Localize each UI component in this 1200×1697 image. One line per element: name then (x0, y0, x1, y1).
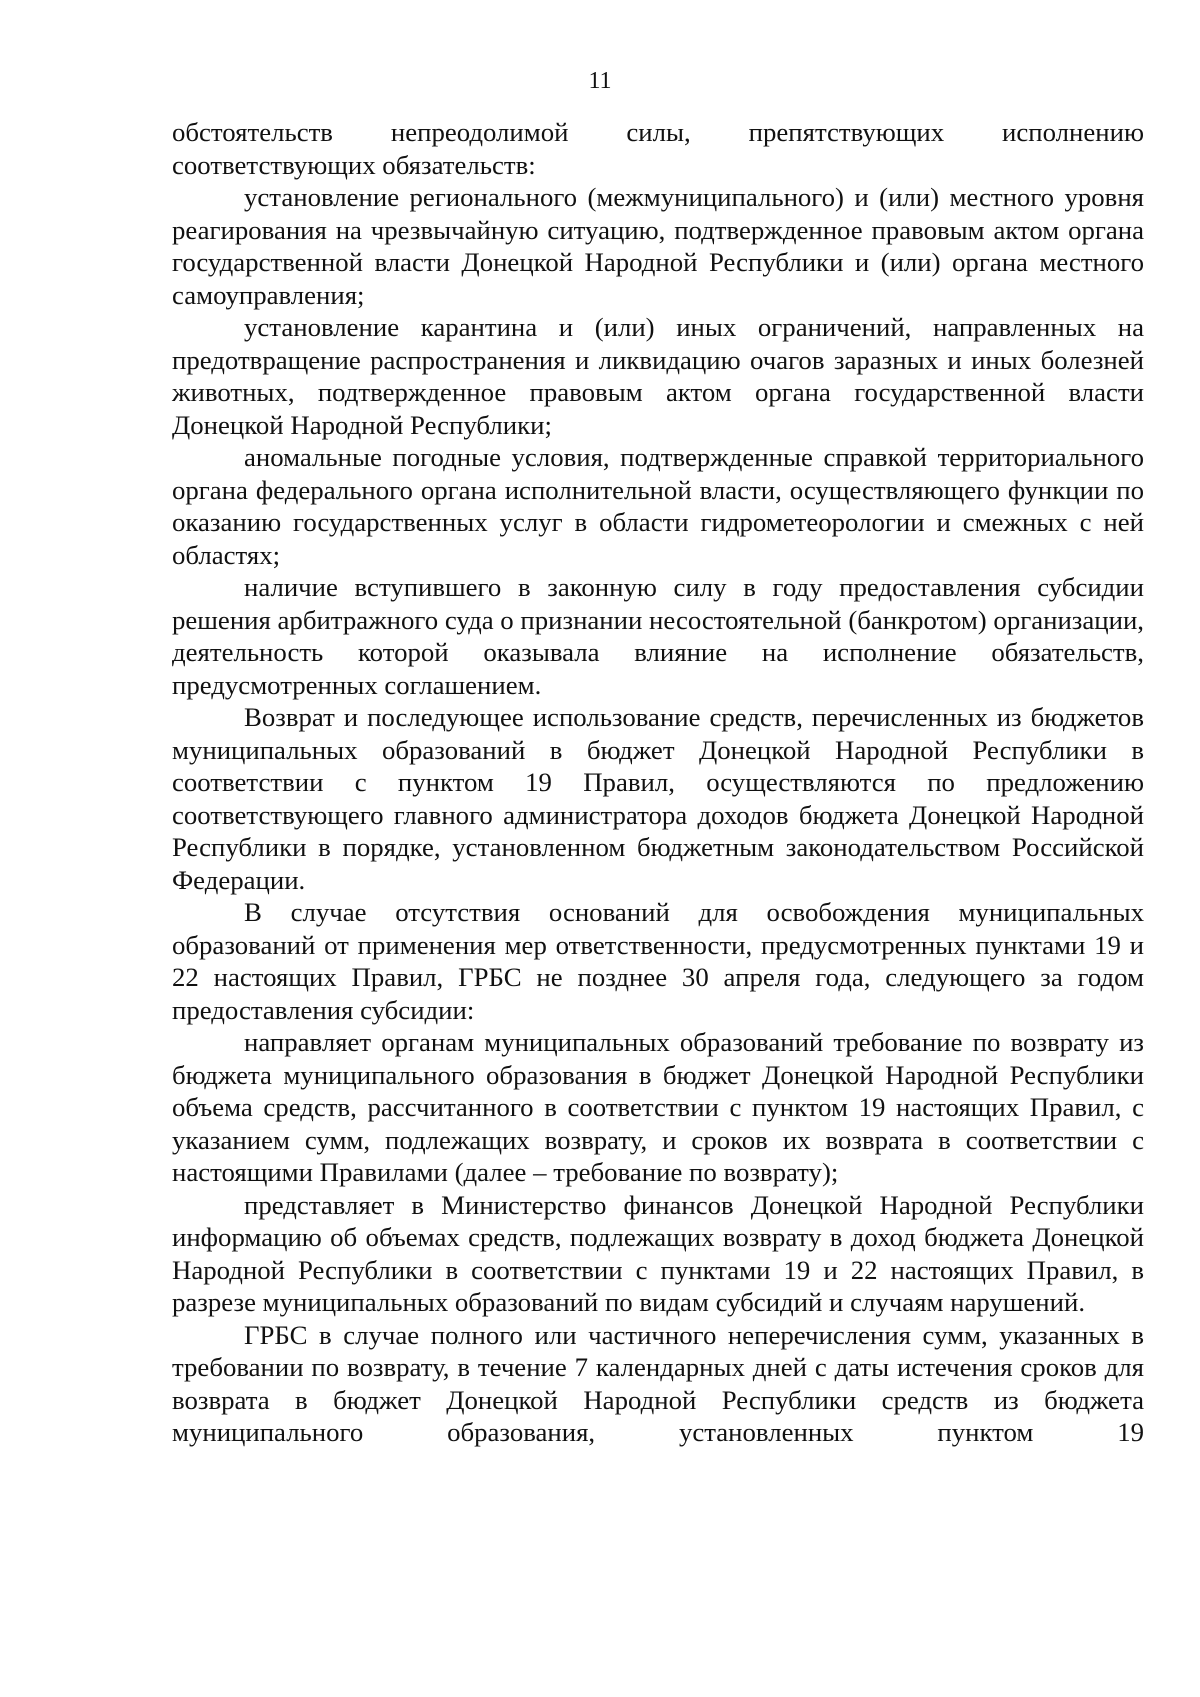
paragraph-arbitration-decision: наличие вступившего в законную силу в году предоставления субсидии решения арбитражного суда о признании несостоятельной (банкротом) организации, деятельность которой оказывала влияние на исполнение обязательств, предусмотренных соглашением. (172, 572, 1144, 700)
paragraph-force-majeure-continuation: обстоятельств непреодолимой силы, препятствующих исполнению соответствующих обязательств: (172, 117, 1144, 180)
page-number: 11 (588, 68, 612, 94)
paragraph-ministry-information: представляет в Министерство финансов Донецкой Народной Республики информацию об объемах средств, подлежащих возврату в доход бюджета Донецкой Народной Республики в соответствии с пунктами 19 и 22 настоящих Правил, в разрезе муниципальных образований по видам субсидий и случаям нарушений. (172, 1189, 1144, 1317)
paragraph-emergency-response: установление регионального (межмуниципального) и (или) местного уровня реагирования на чрезвычайную ситуацию, подтвержденное правовым актом органа государственной власти Донецкой Народной Республики и (или) органа местного самоуправления; (172, 182, 1144, 310)
paragraph-non-transfer: ГРБС в случае полного или частичного неперечисления сумм, указанных в требовании по возврату, в течение 7 календарных дней с даты истечения сроков для возврата в бюджет Донецкой Народной Республики средств из бюджета муниципального образования, установленных пунктом 19 (172, 1319, 1144, 1447)
paragraph-refund-demand: направляет органам муниципальных образований требование по возврату из бюджета муниципального образования в бюджет Донецкой Народной Республики объема средств, рассчитанного в соответствии с пунктом 19 настоящих Правил, с указанием сумм, подлежащих возврату, и сроков их возврата в соответствии с настоящими Правилами (далее – требование по возврату); (172, 1027, 1144, 1187)
paragraph-weather-conditions: аномальные погодные условия, подтвержденные справкой территориального органа федерального органа исполнительной власти, осуществляющего функции по оказанию государственных услуг в области гидрометеорологии и смежных с ней областях; (172, 442, 1144, 570)
paragraph-quarantine: установление карантина и (или) иных ограничений, направленных на предотвращение распространения и ликвидацию очагов заразных и иных болезней животных, подтвержденное правовым актом органа государственной власти Донецкой Народной Республики; (172, 312, 1144, 440)
paragraph-no-exemption: В случае отсутствия оснований для освобождения муниципальных образований от применения мер ответственности, предусмотренных пунктами 19 и 22 настоящих Правил, ГРБС не позднее 30 апреля года, следующего за годом предоставления субсидии: (172, 897, 1144, 1025)
document-body (172, 116, 1144, 1449)
paragraph-refund-usage: Возврат и последующее использование средств, перечисленных из бюджетов муниципальных образований в бюджет Донецкой Народной Республики в соответствии с пунктом 19 Правил, осуществляются по предложению соответствующего главного администратора доходов бюджета Донецкой Народной Республики в порядке, установленном бюджетным законодательством Российской Федерации. (172, 702, 1144, 895)
